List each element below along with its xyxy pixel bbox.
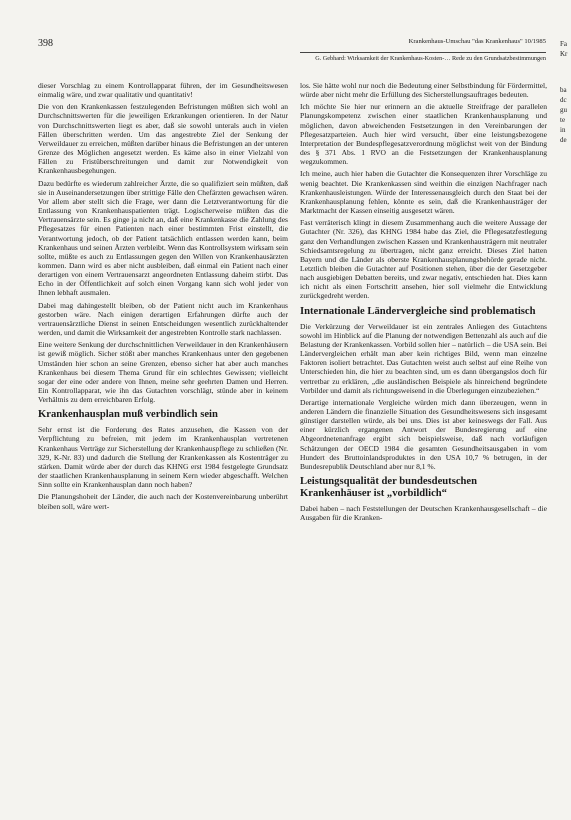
adjacent-page-fragment: te — [560, 116, 566, 124]
adjacent-page-fragment: gu — [560, 106, 567, 114]
section-heading: Internationale Ländervergleiche sind problematisch — [300, 305, 536, 317]
adjacent-page-fragment: Kr — [560, 50, 568, 58]
section-heading: Leistungsqualität der bundesdeutschen Krankenhäuser ist „vorbildlich“ — [300, 476, 478, 500]
paragraph: Derartige internationale Vergleiche würden mich dann überzeugen, wenn in anderen Ländern die finanzielle Situation des Gesundheitswesens sich insgesamt günstiger darstellen würde, als bei uns. Dies ist aber keineswegs der Fall. Aus einer kürzlich ergangenen Antwort der Bundesregierung auf eine Abgeordnetenanfrage ergibt sich beispielsweise, daß nach vorläufigen Schätzungen der OECD 1984 die gesamten Gesundheitsausgaben in vom Hundert des Bruttoinlandsproduktes in den USA 10,7 % betrugen, in der Bundesrepublik Deutschland aber nur 8,1 %. — [300, 397, 547, 471]
page-number: 398 — [38, 38, 53, 49]
adjacent-page-fragment: Fa — [560, 40, 567, 48]
paragraph: Dazu bedürfte es wiederum zahlreicher Ärzte, die so qualifiziert sein müßten, daß sie in Auseinandersetzungen über strittige Fälle den Chefärzten gewachsen wären. Vor allem aber stellt sich die Frage, wer dann die Letztverantwortung für die Entlassung von Krankenhauspatienten trägt. Logischerweise müßten das die Vertrauensärzte sein. Es ginge ja nicht an, daß eine Krankenkasse die Zahlung des Pflegesatzes für einen Patienten nach einer bestimmten Frist einstellt, die Verantwortung jedoch, ob der Patient tatsächlich entlassen werden kann, beim Krankenhaus und seinen Ärzten verbleibt. Wenn das Kontrollsystem wirksam sein sollte, müßte es auch zu Entlassungen gegen den Willen von Krankenhausärzten kommen. Dann wird es aber nicht ausbleiben, daß einmal ein Patient nach einer derartigen von einem Vertrauensarzt angeordneten Entlassung daheim stirbt. Das Echo in der Öffentlichkeit auf solch einen Vorgang kann sich wohl jeder von Ihnen lebhaft ausmalen. — [38, 178, 288, 298]
paragraph: Die von den Krankenkassen festzulegenden Befristungen müßten sich wohl an Durchschnittswerten für die jeweiligen Erkrankungen orientieren. In der Natur von Durchschnittswerten liegt es aber, daß sie sowohl unterals auch in vielen Fällen überschritten werden. Um das angestrebte Ziel der Senkung der Verweildauer zu erreichen, müßten darüber hinaus die Befristungen an der unteren Grenze des Möglichen angesetzt werden. Es käme also in einer Vielzahl von Fällen zu Fristüberschreitungen und damit zur Notwendigkeit von Krankenhausbegehungen. — [38, 102, 288, 176]
paragraph: Fast verräterisch klingt in diesem Zusammenhang auch die weitere Aussage der Gutachter (Nr. 326), das KHNG 1984 habe das Ziel, die Pflegesatzfestlegung ganz den Verhandlungen zwischen Kassen und Krankenhausträgern mit neutraler Schiedsamtsregelung zu übertragen, nicht ganz erreicht. Dieses Ziel hatten Bayern und die Länder als oberste Krankenhausplanungsbehörde gerade nicht. Letztlich bleiben die Gutachter auf Positionen stehen, über die der Gesetzgeber nach ausgiebigen Debatten bereits, und zwar negativ, entschieden hat. Dies kann ich nicht als einen Fortschritt ansehen, hier soll vielmehr die Entwicklung zurückgedreht werden. — [300, 218, 547, 301]
paragraph: Sehr ernst ist die Forderung des Rates anzusehen, die Kassen von der Verpflichtung zu befreien, mit jedem im Krankenhausplan vertretenen Krankenhaus Verträge zur Sicherstellung der Krankenhauspflege zu schließen (Nr. 329, K-Nr. 83) und dadurch die Stellung der Krankenkassen als Kostenträger zu stärken. Damit würde aber der durch das KHNG erst 1984 festgelegte Grundsatz der staatlichen Krankenhausplanung in seinem Kern wieder abgeschafft. Welchen Sinn sollte ein Krankenhausplan dann noch haben? — [38, 425, 288, 490]
paragraph: Dabei mag dahingestellt bleiben, ob der Patient nicht auch im Krankenhaus gestorben wäre. Nach einigen derartigen Erfahrungen dürfte auch der vertrauensärztliche Dienst in seinen Entscheidungen wesentlich zurückhaltender werden, und damit die Wirksamkeit der angestrebten Kontrolle stark nachlassen. — [38, 300, 288, 338]
left-column — [38, 81, 288, 514]
paragraph: los. Sie hätte wohl nur noch die Bedeutung einer Selbstbindung für Fördermittel, würde aber nicht mehr die Erfüllung des Sicherstellungsauftrages bedeuten. — [300, 81, 547, 100]
paragraph: Ich möchte Sie hier nur erinnern an die aktuelle Streitfrage der parallelen Planungskompetenz zwischen einer staatlichen Krankenhausplanung und möglichen, davon abweichenden Festsetzungen in den Vereinbarungen der Pflegesatzparteien. Auch hier wird versucht, über eine leistungsbezogene Interpretation der Bundespflegesatzverordnung möglichst weit von der Bindung des § 371 Abs. 1 RVO an die Festsetzungen der Krankenhausplanung wegzukommen. — [300, 102, 547, 167]
adjacent-page-fragment: de — [560, 136, 567, 144]
paragraph: Dabei haben – nach Feststellungen der Deutschen Krankenhausgesellschaft – die Ausgaben für die Kranken- — [300, 504, 547, 523]
paragraph: dieser Vorschlag zu einem Kontrollapparat führen, der im Gesundheitswesen einmalig wäre, und zwar qualitativ und quantitativ! — [38, 81, 288, 100]
paragraph: Eine weitere Senkung der durchschnittlichen Verweildauer in den Krankenhäusern ist gewiß möglich. Sicher stößt aber manches Krankenhaus unter den gegebenen Umständen hier schon an seine Grenzen, ebenso sicher hat aber auch manches Krankenhaus bei diesem Thema Grund für ein schlechtes Gewissen; vielleicht sogar der eine oder andere von Ihnen, meine sehr geehrten Damen und Herren. Ein Kontrollapparat, wie ihn das Gutachten vorschlägt, stünde aber in keinem Verhältnis zu dem erreichbaren Erfolg. — [38, 340, 288, 405]
paragraph: Die Verkürzung der Verweildauer ist ein zentrales Anliegen des Gutachtens sowohl im Hinblick auf die Planung der notwendigen Bettenzahl als auch auf die Belastung der Krankenkassen. Vorbild sollen hier – natürlich – die USA sein. Bei Ländervergleichen erhält man aber kein richtiges Bild, wenn man einzelne Faktoren isoliert betrachtet. Das Gutachten weist auch selbst auf eine Reihe von Unterschieden hin, die hier zu beachten sind, um es dann übergangslos doch für vertretbar zu erklären, „die ausländischen Beispiele als hinreichend begründete Vorbilder und damit als richtungsweisend in die Überlegungen einzubeziehen.“ — [300, 321, 547, 395]
adjacent-page-fragment: in — [560, 126, 566, 134]
adjacent-page-fragment: dc — [560, 96, 567, 104]
paragraph: Die Planungshoheit der Länder, die auch nach der Kostenvereinbarung unberührt bleiben soll, wäre wert- — [38, 492, 288, 511]
adjacent-page-fragment: ba — [560, 86, 567, 94]
section-heading: Krankenhausplan muß verbindlich sein — [38, 409, 218, 421]
running-header-article: G. Gebhard: Wirksamkeit der Krankenhaus-Kosten-… Rede zu den Grundsatzbestimmungen — [300, 52, 546, 62]
right-column — [300, 81, 547, 525]
running-header-journal: Krankenhaus-Umschau "das Krankenhaus" 10/1985 — [408, 38, 546, 45]
paragraph: Ich meine, auch hier haben die Gutachter die Konsequenzen ihrer Vorschläge zu wenig beachtet. Die Krankenkassen sind weithin die einzigen Nachfrager nach Krankenhausleistungen. Würde der Interessenausgleich durch den Staat bei der Krankenhausplanung fehlen, könnte es sein, daß die Krankenhausträger der Marktmacht der Kassen einseitig ausgesetzt wären. — [300, 169, 547, 216]
